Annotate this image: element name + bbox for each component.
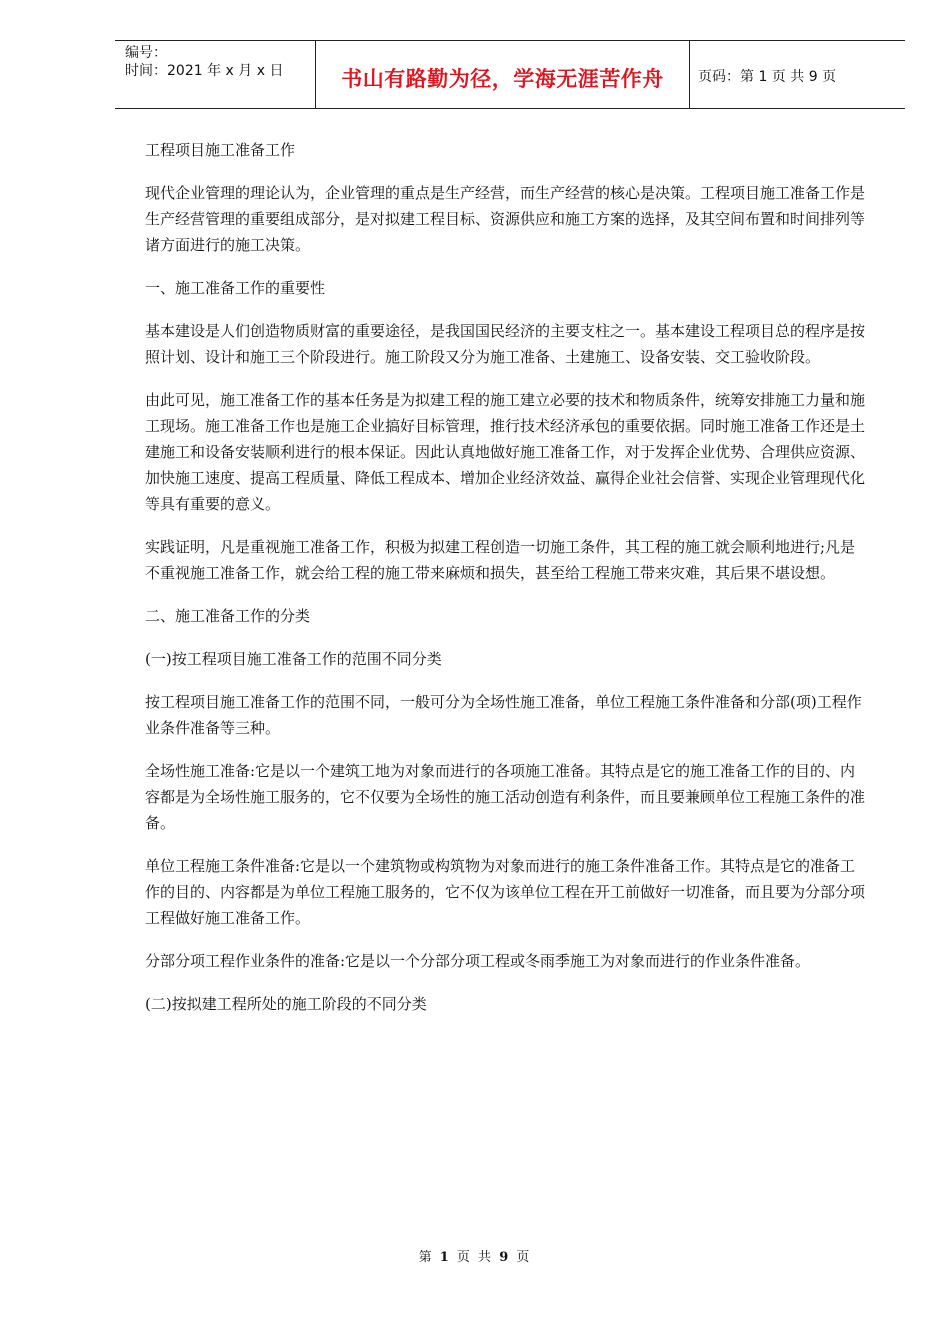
paragraph: 全场性施工准备:它是以一个建筑工地为对象而进行的各项施工准备。其特点是它的施工准备工作的目的、内容都是为全场性施工服务的，它不仅要为全场性的施工活动创造有利条件，而且要兼顾单位工程施工条件的准备。 — [145, 762, 866, 832]
footer-suffix: 页 — [516, 1250, 532, 1265]
document-body — [145, 137, 870, 1034]
header-meta — [115, 41, 315, 108]
footer-page-number: 1 — [439, 1250, 451, 1265]
page-footer — [0, 1246, 950, 1265]
paragraph: 实践证明，凡是重视施工准备工作，积极为拟建工程创造一切施工条件，其工程的施工就会顺利地进行;凡是不重视施工准备工作，就会给工程的施工带来麻烦和损失，甚至给工程施工带来灾难，其后果不堪设想。 — [145, 538, 856, 582]
subsection-heading: (一)按工程项目施工准备工作的范围不同分类 — [145, 650, 442, 668]
footer-total-pages: 9 — [499, 1250, 511, 1265]
header-page-number: 页码：第 1 页 共 9 页 — [698, 69, 837, 85]
paragraph: 分部分项工程作业条件的准备:它是以一个分部分项工程或冬雨季施工为对象而进行的作业条件准备。 — [145, 952, 811, 970]
footer-mid: 页 共 — [456, 1250, 494, 1265]
paragraph: 基本建设是人们创造物质财富的重要途径，是我国国民经济的主要支柱之一。基本建设工程项目总的程序是按照计划、设计和施工三个阶段进行。施工阶段又分为施工准备、土建施工、设备安装、交工验收阶段。 — [145, 322, 866, 366]
document-title: 工程项目施工准备工作 — [145, 141, 296, 159]
subsection-heading: (二)按拟建工程所处的施工阶段的不同分类 — [145, 995, 427, 1013]
paragraph: 由此可见，施工准备工作的基本任务是为拟建工程的施工建立必要的技术和物质条件，统筹安排施工力量和施工现场。施工准备工作也是施工企业搞好目标管理，推行技术经济承包的重要依据。同时施工准备工作还是土建施工和设备安装顺利进行的根本保证。因此认真地做好施工准备工作，对于发挥企业优势、合理供应资源、加快施工速度、提高工程质量、降低工程成本、增加企业经济效益、赢得企业社会信誉、实现企业管理现代化等具有重要的意义。 — [145, 391, 866, 513]
paragraph: 现代企业管理的理论认为，企业管理的重点是生产经营，而生产经营的核心是决策。工程项目施工准备工作是生产经营管理的重要组成部分，是对拟建工程目标、资源供应和施工方案的选择，及其空间布置和时间排列等诸方面进行的施工决策。 — [145, 184, 866, 254]
paragraph: 单位工程施工条件准备:它是以一个建筑物或构筑物为对象而进行的施工条件准备工作。其特点是它的准备工作的目的、内容都是为单位工程施工服务的，它不仅为该单位工程在开工前做好一切准备，而且要为分部分项工程做好施工准备工作。 — [145, 857, 866, 927]
section-heading: 二、施工准备工作的分类 — [145, 607, 311, 625]
page-header — [115, 40, 905, 109]
header-motto: 书山有路勤为径，学海无涯苦作舟 — [341, 67, 664, 91]
footer-prefix: 第 — [418, 1250, 434, 1265]
header-motto-cell — [315, 41, 690, 108]
section-heading: 一、施工准备工作的重要性 — [145, 279, 326, 297]
document-id-label: 编号： — [125, 45, 167, 61]
document-time: 时间：2021 年 x 月 x 日 — [125, 63, 284, 79]
paragraph: 按工程项目施工准备工作的范围不同，一般可分为全场性施工准备，单位工程施工条件准备和分部(项)工程作业条件准备等三种。 — [145, 693, 862, 737]
